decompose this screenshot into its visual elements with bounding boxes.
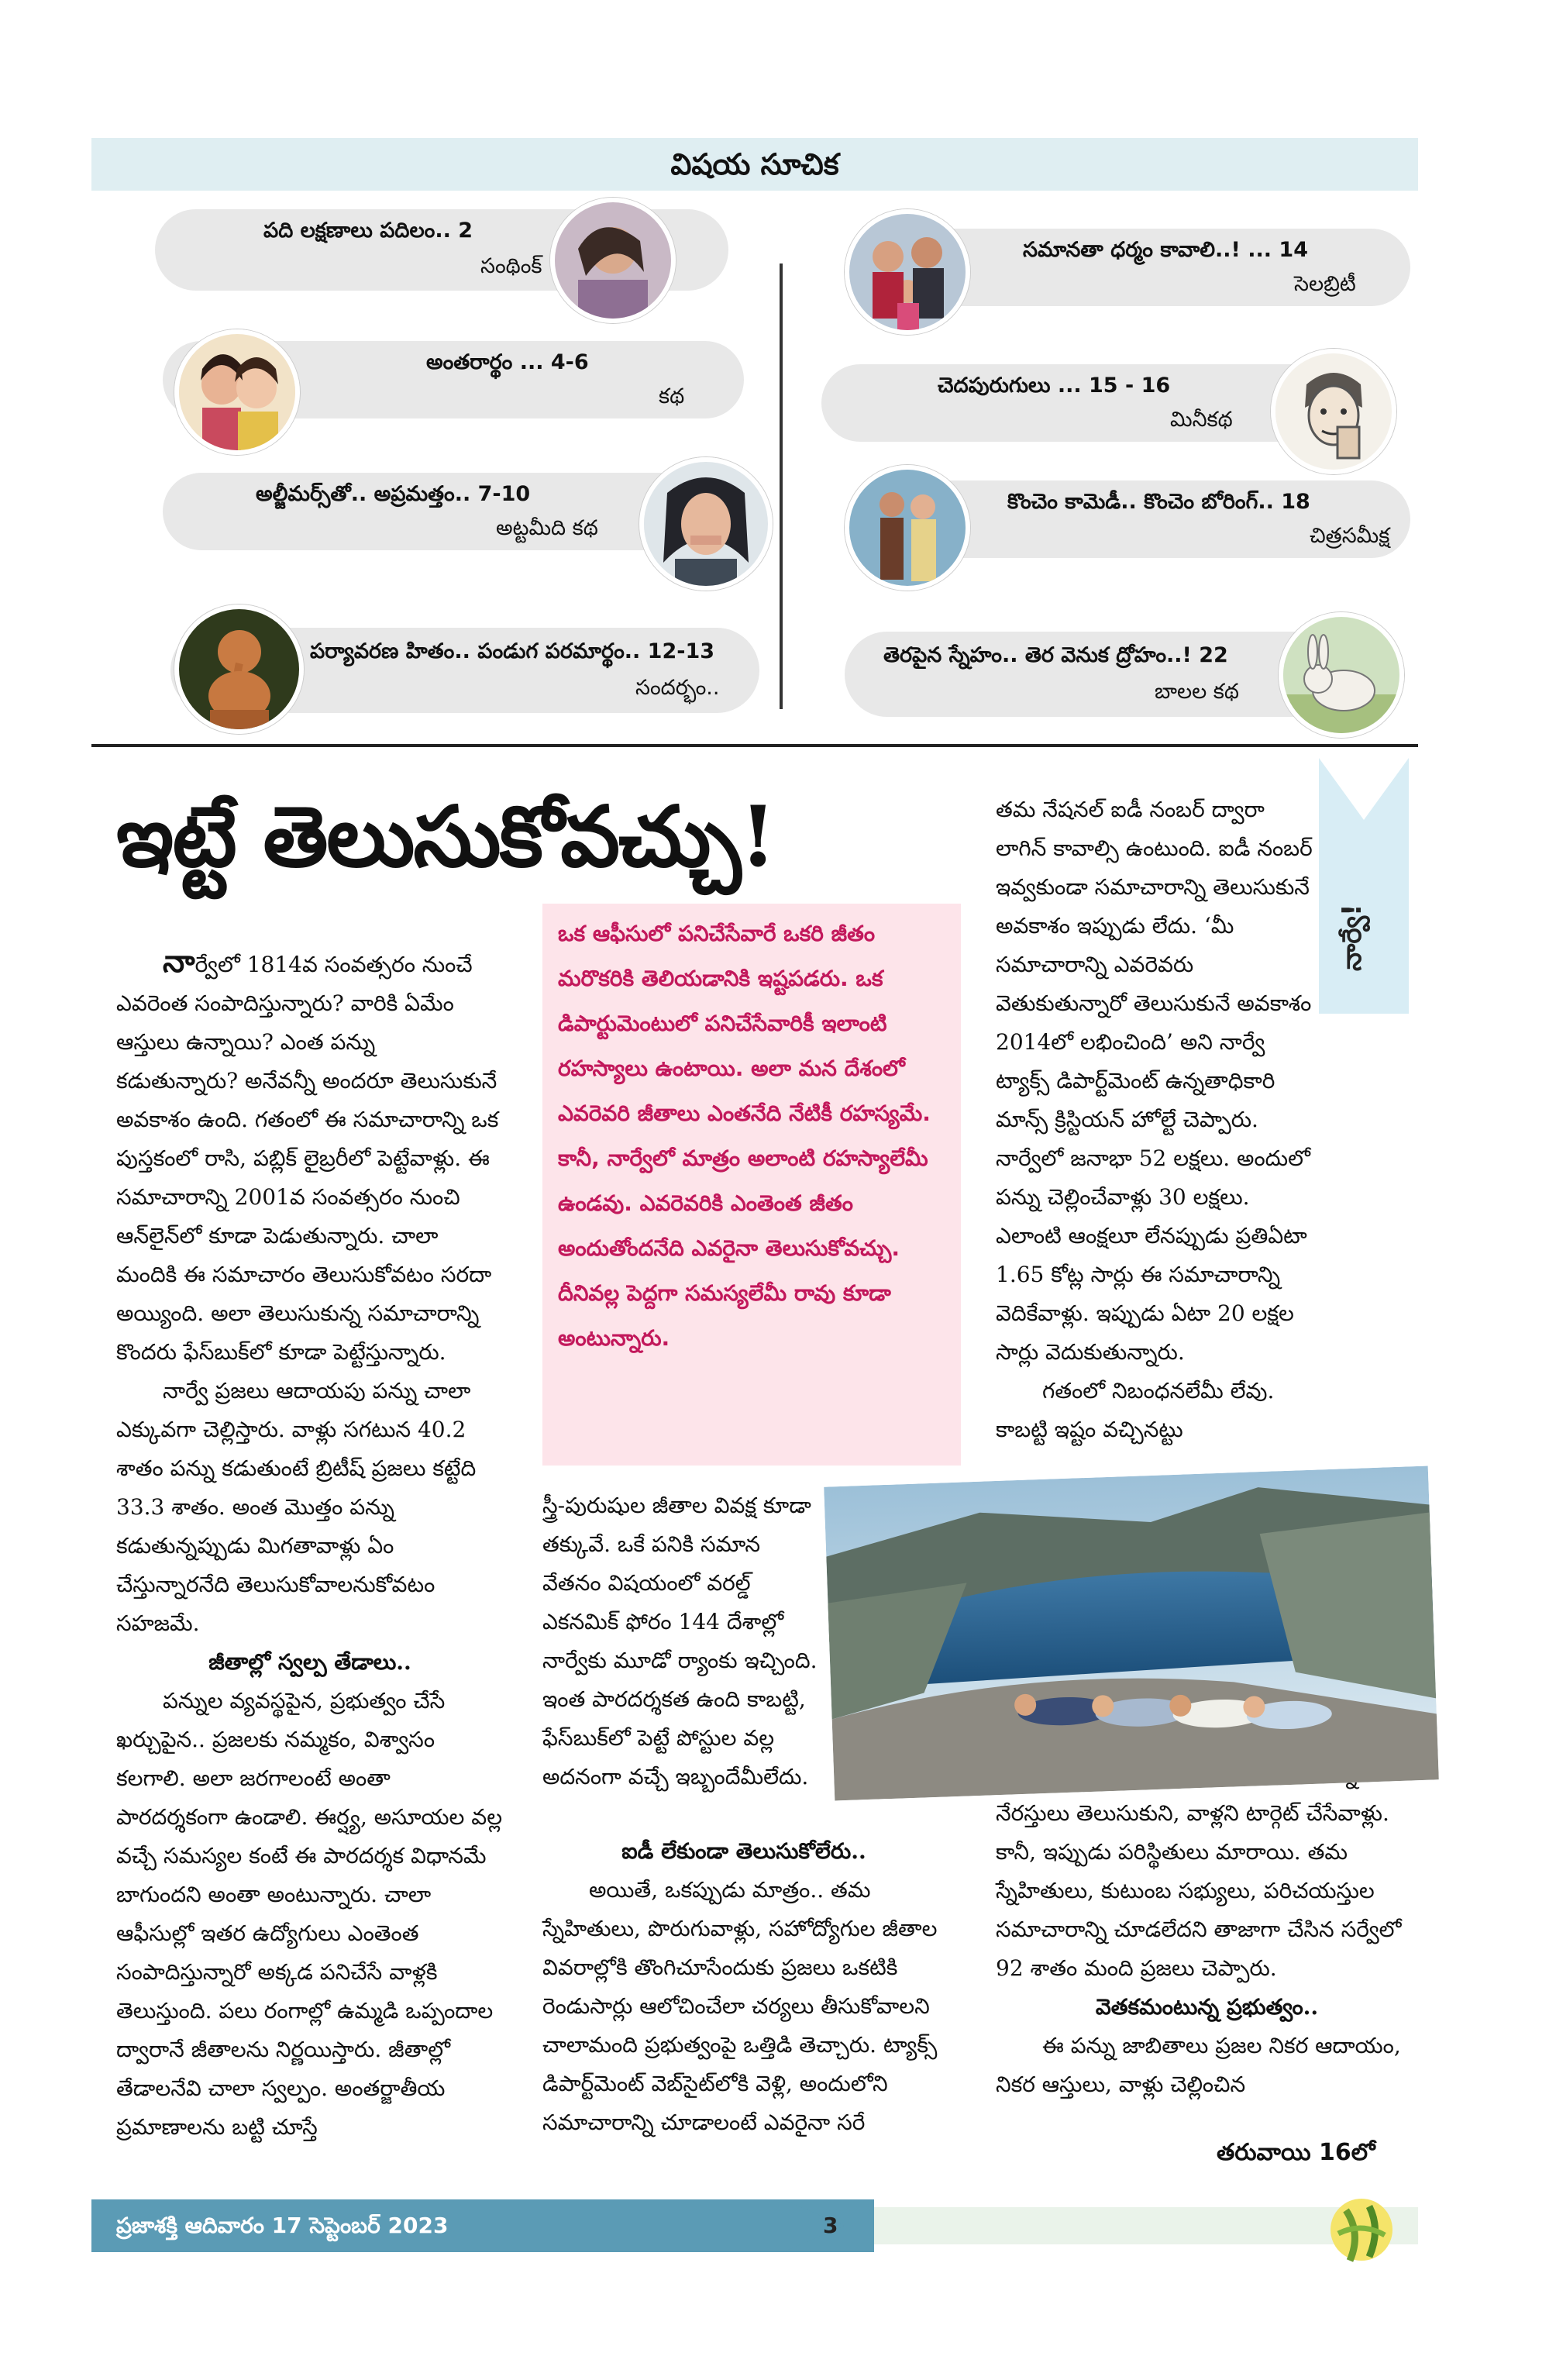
paragraph: స్త్రీ-పురుషుల జీతాల వివక్ష కూడా తక్కువే. ఒకే పనికి సమాన వేతనం విషయంలో వరల్డ్‌ ఎకనమిక్‌ ఫోరం 144 దేశాల్లో నార్వేకు మూడో ర్యాంకు ఇచ్చింది. ఇంత పారదర్శకత ఉంది కాబట్టి, ఫేస్‌బుక్‌లో పెట్టే పోస్టుల వల్ల అదనంగా వచ్చే ఇబ్బందేమీలేదు.: [542, 1493, 818, 1789]
section-subheading: జీతాల్లో స్వల్ప తేడాలు..: [208, 1649, 411, 1675]
article-headline: ఇట్టే తెలుసుకోవచ్చు!: [116, 788, 775, 886]
drop-cap: నా: [163, 943, 195, 980]
index-item-title: పది లక్షణాలు పదిలం.. 2: [263, 219, 473, 243]
paragraph: నార్వే ప్రజలు ఆదాయపు పన్ను చాలా ఎక్కువగా చెల్లిస్తారు. వాళ్లు సగటున 40.2 శాతం పన్ను కడుతుంటే బ్రిటీష్‌ ప్రజలు కట్టేది 33.3 శాతం. అంత మొత్తం పన్ను కడుతున్నప్పుడు మిగతావాళ్లు ఏం చేస్తున్నారనేది తెలుసుకోవాలనుకోవటం సహజమే.: [116, 1378, 477, 1636]
pull-quote-text: ఒక ఆఫీసులో పనిచేసేవారే ఒకరి జీతం మరొకరికి తెలియడానికి ఇష్టపడరు. ఒక డిపార్టుమెంటులో పనిచేసేవారికీ ఇలాంటి రహస్యాలు ఉంటాయి. అలా మన దేశంలో ఎవరెవరి జీతాలు ఎంతనేది నేటికీ రహస్యమే. కానీ, నార్వేలో మాత్రం అలాంటి రహస్యాలేమీ ఉండవు. ఎవరెవరికి ఎంతెంత జీతం అందుతోందనేది ఎవరైనా తెలుసుకోవచ్చు. దీనివల్ల పెద్దగా సమస్యలేమీ రావు కూడా అంటున్నారు.: [558, 921, 931, 1351]
paragraph: తమ నేషనల్‌ ఐడీ నంబర్‌ ద్వారా లాగిన్‌ కావాల్సి ఉంటుంది. ఐడీ నంబర్‌ ఇవ్వకుండా సమాచారాన్ని తెలుసుకునే అవకాశం ఇప్పుడు లేదు. ‘మీ సమాచారాన్ని ఎవరెవరు వెతుకుతున్నారో తెలుసుకునే అవకాశం 2014లో లభించింది’ అని నార్వే ట్యాక్స్‌ డిపార్ట్‌మెంట్‌ ఉన్నతాధికారి మాన్స్‌ క్రిస్టియన్‌ హోల్టే చెప్పారు. నార్వేలో జనాభా 52 లక్షలు. అందులో పన్ను చెల్లించేవాళ్లు 30 లక్షలు. ఎలాంటి ఆంక్షలూ లేనప్పుడు ప్రతిఏటా 1.65 కోట్ల సార్లు ఈ సమాచారాన్ని వెదికేవాళ్లు. ఇప్పుడు ఏటా 20 లక్షల సార్లు వెదుకుతున్నారు.: [996, 797, 1313, 1365]
section-divider: [91, 744, 1418, 747]
worried-woman-thumbnail: [639, 457, 773, 591]
movie-couple-thumbnail: [845, 465, 970, 591]
section-subheading: ఐడీ లేకుండా తెలుసుకోలేరు..: [621, 1838, 866, 1864]
two-women-illustration-thumbnail: [174, 329, 300, 455]
index-item-title: అల్జీమర్స్‌తో.. అప్రమత్తం.. 7-10: [256, 482, 531, 506]
paragraph: ర్వేలో 1814వ సంవత్సరం నుంచే ఎవరెంత సంపాదిస్తున్నారు? వారికి ఏమేం ఆస్తులు ఉన్నాయి? ఎంత పన్ను కడుతున్నారు? అనేవన్నీ అందరూ తెలుసుకునే అవకాశం ఉంది. గతంలో ఈ సమాచారాన్ని ఒక పుస్తకంలో రాసి, పబ్లిక్‌ లైబ్రరీలో పెట్టేవాళ్లు. ఈ సమాచారాన్ని 2001వ సంవత్సరం నుంచి ఆన్‌లైన్‌లో కూడా పెడుతున్నారు. చాలా మందికి ఈ సమాచారం తెలుసుకోవటం సరదా అయ్యింది. అలా తెలుసుకున్న సమాచారాన్ని కొందరు ఫేస్‌బుక్‌లో కూడా పెట్టేస్తున్నారు.: [116, 952, 499, 1365]
index-item-category: కథ: [659, 384, 685, 408]
thinking-man-sketch-thumbnail: [1271, 349, 1396, 474]
article-column-2-lower: [542, 1832, 945, 2142]
index-item-category: బాలల కథ: [1155, 680, 1239, 704]
article-column-3-lower: [996, 1755, 1418, 2104]
index-item-title: సమానతా ధర్మం కావాలి..! ... 14: [1023, 238, 1309, 262]
continued-on-note: తరువాయి 16లో: [1217, 2139, 1375, 2166]
rabbit-illustration-thumbnail: [1279, 612, 1404, 738]
celebrity-family-thumbnail: [845, 209, 970, 335]
index-item-title: కొంచెం కామెడీ.. కొంచెం బోరింగ్‌.. 18: [1007, 490, 1310, 514]
index-item-category: చిత్రసమీక్ష: [1310, 524, 1390, 548]
index-item-title: అంతరార్థం ... 4-6: [426, 350, 589, 374]
paragraph: పన్నుల వ్యవస్థపైన, ప్రభుత్వం చేసే ఖర్చుపైన.. ప్రజలకు నమ్మకం, విశ్వాసం కలగాలి. అలా జరగాలంటే అంతా పారదర్శకంగా ఉండాలి. ఈర్ష్య, అసూయల వల్ల వచ్చే సమస్యల కంటే ఈ పారదర్శక విధానమే బాగుందని అంతా అంటున్నారు. చాలా ఆఫీసుల్లో ఇతర ఉద్యోగులు ఎంతెంత సంపాదిస్తున్నారో అక్కడ పనిచేసే వాళ్లకి తెలుస్తుంది. పలు రంగాల్లో ఉమ్మడి ఒప్పందాల ద్వారానే జీతాలను నిర్ణయిస్తారు. జీతాల్లో తేడాలనేవి చాలా స్వల్పం. అంతర్జాతీయ ప్రమాణాలను బట్టి చూస్తే: [116, 1688, 503, 2140]
paragraph: ఈ పన్ను జాబితాలు ప్రజల నికర ఆదాయం, నికర ఆస్తులు, వాళ్లు చెల్లించిన: [996, 2033, 1401, 2097]
footer-publication-date: ప్రజాశక్తి ఆదివారం 17 సెప్టెంబర్‌ 2023: [116, 2213, 449, 2238]
index-item-title: పర్యావరణ హితం.. పండుగ పరమార్థం.. 12-13: [310, 639, 715, 663]
index-item-title: చెదపురుగులు ... 15 - 16: [938, 374, 1171, 398]
section-subheading: వెతకమంటున్న ప్రభుత్వం..: [1095, 1994, 1319, 2020]
index-item-category: అట్టమీది కథ: [496, 516, 598, 540]
paragraph: నేరస్తులు తెలుసుకుని, వాళ్లని టార్గెట్‌ చేసేవాళ్లు. కానీ, ఇప్పుడు పరిస్థితులు మారాయి. తమ స్నేహితులు, కుటుంబ సభ్యులు, పరిచయస్తుల సమాచారాన్ని చూడలేదని తాజాగా చేసిన సర్వేలో 92 శాతం మంది ప్రజలు చెప్పారు.: [996, 1800, 1402, 1981]
paragraph: గతంలో నిబంధనలేమీ లేవు. కాబట్టి ఇష్టం వచ్చినట్టు: [996, 1378, 1275, 1442]
ganesha-idol-thumbnail: [174, 604, 304, 734]
index-item-category: సెలబ్రిటీ: [1294, 272, 1356, 296]
index-item-title: తెరపైన స్నేహం.. తెర వెనుక ద్రోహం..! 22: [883, 643, 1228, 667]
publication-logo-icon: [1327, 2187, 1396, 2272]
article-column-3: [996, 790, 1321, 1449]
article-column-1: [116, 942, 504, 2147]
page-number: 3: [823, 2213, 838, 2238]
index-divider: [780, 263, 783, 709]
article-column-2: [542, 1486, 818, 1796]
index-title: విషయ సూచిక: [670, 147, 839, 181]
paragraph: అయితే, ఒకప్పుడు మాత్రం.. తమ స్నేహితులు, పొరుగువాళ్లు, సహోద్యోగుల జీతాల వివరాల్లోకి తొంగిచూసేందుకు ప్రజలు ఒకటికి రెండుసార్లు ఆలోచించేలా చర్యలు తీసుకోవాలని చాలామంది ప్రభుత్వంపై ఒత్తిడి తెచ్చారు. ట్యాక్స్‌ డిపార్ట్‌మెంట్‌ వెబ్‌సైట్‌లోకి వెళ్లి, అందులోని సమాచారాన్ని చూడాలంటే ఎవరైనా సరే: [542, 1877, 938, 2135]
country-tag-label: నార్వే!: [1337, 904, 1368, 972]
index-item-category: సంథింక్: [480, 254, 542, 278]
index-item-category: మినీకథ: [1170, 408, 1233, 432]
sleeping-woman-thumbnail: [550, 198, 676, 323]
fjord-cliff-people-photo: [824, 1466, 1439, 1801]
index-item-category: సందర్భం..: [635, 676, 720, 700]
